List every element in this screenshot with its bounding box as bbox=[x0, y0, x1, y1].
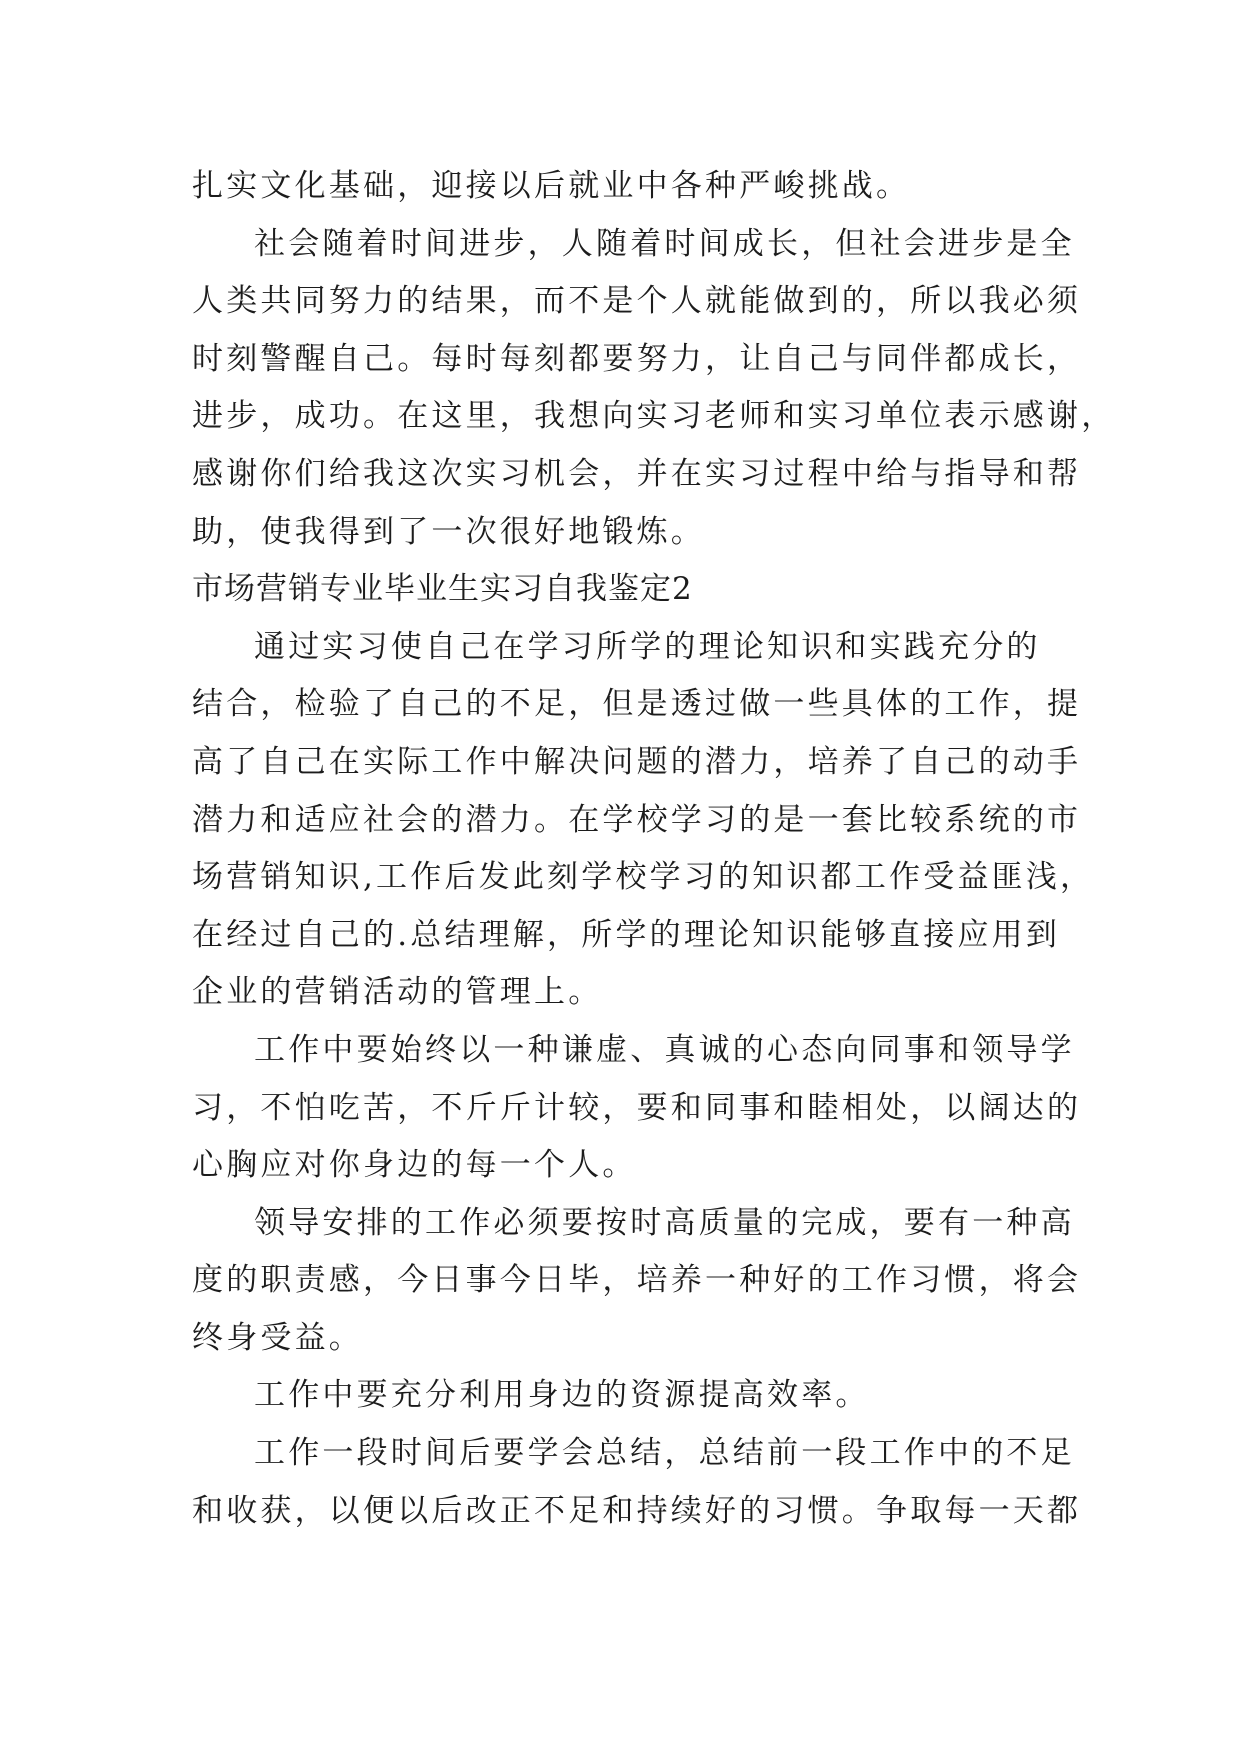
paragraph-line: 人类共同努力的结果，而不是个人就能做到的，所以我必须 bbox=[192, 283, 1082, 320]
paragraph-line: 终身受益。 bbox=[192, 1319, 363, 1356]
document-body bbox=[192, 158, 1116, 1540]
paragraph-line: 习，不怕吃苦，不斤斤计较，要和同事和睦相处，以阔达的 bbox=[192, 1089, 1082, 1126]
paragraph-line: 在经过自己的.总结理解，所学的理论知识能够直接应用到 bbox=[192, 916, 1061, 953]
paragraph-line: 时刻警醒自己。每时每刻都要努力，让自己与同伴都成长， bbox=[192, 340, 1082, 377]
paragraph-line: 工作中要充分利用身边的资源提高效率。 bbox=[254, 1377, 870, 1414]
paragraph-line: 工作中要始终以一种谦虚、真诚的心态向同事和领导学 bbox=[254, 1031, 1075, 1068]
paragraph-line: 通过实习使自己在学习所学的理论知识和实践充分的 bbox=[254, 628, 1041, 665]
paragraph-line: 和收获，以便以后改正不足和持续好的习惯。争取每一天都 bbox=[192, 1492, 1082, 1529]
paragraph-line: 高了自己在实际工作中解决问题的潜力，培养了自己的动手 bbox=[192, 743, 1082, 780]
paragraph-line: 进步，成功。在这里，我想向实习老师和实习单位表示感谢， bbox=[192, 398, 1116, 435]
paragraph-line: 扎实文化基础，迎接以后就业中各种严峻挑战。 bbox=[192, 168, 911, 204]
paragraph-line: 场营销知识,工作后发此刻学校学习的知识都工作受益匪浅， bbox=[192, 859, 1095, 896]
paragraph-line: 工作一段时间后要学会总结，总结前一段工作中的不足 bbox=[254, 1435, 1075, 1472]
paragraph-line: 度的职责感，今日事今日毕，培养一种好的工作习惯，将会 bbox=[192, 1262, 1082, 1299]
paragraph-line: 领导安排的工作必须要按时高质量的完成，要有一种高 bbox=[254, 1204, 1075, 1241]
paragraph-line: 企业的营销活动的管理上。 bbox=[192, 974, 603, 1011]
paragraph-line: 潜力和适应社会的潜力。在学校学习的是一套比较系统的市 bbox=[192, 801, 1082, 838]
paragraph-line: 助，使我得到了一次很好地锻炼。 bbox=[192, 513, 705, 550]
paragraph-line: 结合，检验了自己的不足，但是透过做一些具体的工作，提 bbox=[192, 686, 1082, 723]
paragraph-line: 社会随着时间进步，人随着时间成长，但社会进步是全 bbox=[254, 225, 1075, 262]
section-heading: 市场营销专业毕业生实习自我鉴定2 bbox=[192, 571, 693, 608]
paragraph-line: 感谢你们给我这次实习机会，并在实习过程中给与指导和帮 bbox=[192, 455, 1082, 492]
paragraph-line: 心胸应对你身边的每一个人。 bbox=[192, 1147, 637, 1184]
